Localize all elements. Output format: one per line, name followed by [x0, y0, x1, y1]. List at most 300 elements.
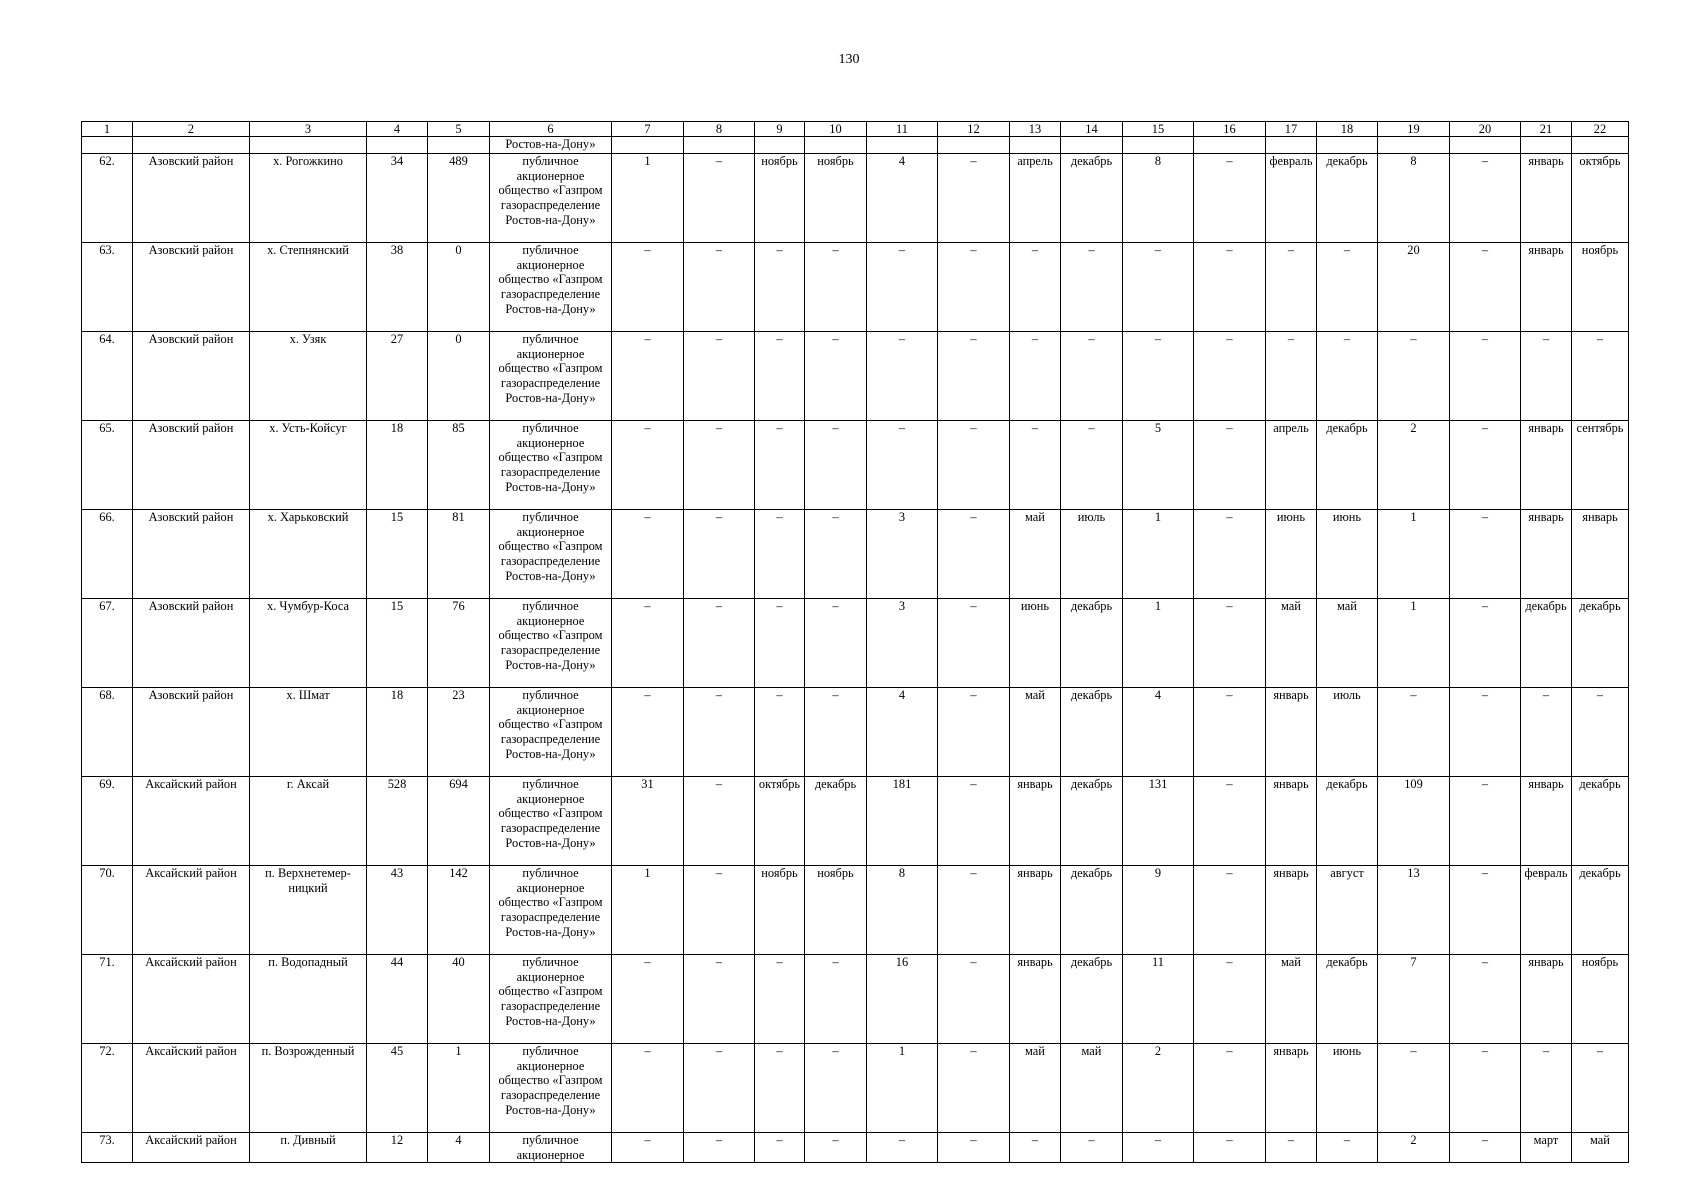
- table-cell-col-11: –: [867, 1133, 938, 1163]
- table-cell-col-5: 489: [428, 154, 490, 243]
- table-cell-col-7: 1: [612, 154, 684, 243]
- table-cell-col-22: сентябрь: [1572, 421, 1629, 510]
- column-number-20: 20: [1450, 122, 1521, 137]
- table-cell-col-13: –: [1010, 243, 1061, 332]
- table-cell-col-8: –: [684, 955, 755, 1044]
- table-cell-col-7: –: [612, 688, 684, 777]
- table-cell-col-13: май: [1010, 1044, 1061, 1133]
- table-cell-col-12: –: [938, 421, 1010, 510]
- table-cell-col-7: –: [612, 332, 684, 421]
- table-cell-col-4: 18: [367, 688, 428, 777]
- table-cell-col-22: май: [1572, 1133, 1629, 1163]
- table-cell-col-9: –: [755, 599, 805, 688]
- table-cell-col-20: –: [1450, 688, 1521, 777]
- table-cell-col-3: п. Верхнетемер-ницкий: [250, 866, 367, 955]
- column-number-3: 3: [250, 122, 367, 137]
- table-cell-col-5: 23: [428, 688, 490, 777]
- table-cell-col-6: публичное акционерное общество «Газпром газораспределение Ростов-на-Дону»: [490, 1044, 612, 1133]
- table-cell-col-17: апрель: [1266, 421, 1317, 510]
- table-cell-col-18: июнь: [1317, 510, 1378, 599]
- table-cell-col-7: 1: [612, 866, 684, 955]
- table-cell-col-22: ноябрь: [1572, 955, 1629, 1044]
- table-row: [82, 1133, 1629, 1163]
- table-cell-col-3: х. Узяк: [250, 332, 367, 421]
- table-cell-col-8: –: [684, 777, 755, 866]
- table-row: [82, 243, 1629, 332]
- table-cell-col-16: –: [1194, 777, 1266, 866]
- table-cell-col-6: публичное акционерное общество «Газпром газораспределение Ростов-на-Дону»: [490, 332, 612, 421]
- table-cell-col-2: Азовский район: [133, 332, 250, 421]
- table-cell-col-7: –: [612, 243, 684, 332]
- column-number-17: 17: [1266, 122, 1317, 137]
- table-cell-col-4: 38: [367, 243, 428, 332]
- table-cell-col-15: 5: [1123, 421, 1194, 510]
- table-row: [82, 688, 1629, 777]
- table-row: [82, 421, 1629, 510]
- table-cell-col-20: –: [1450, 866, 1521, 955]
- table-row: [82, 599, 1629, 688]
- table-cell-col-9: –: [755, 1044, 805, 1133]
- table-cell-col-18: декабрь: [1317, 955, 1378, 1044]
- table-cell-col-13: –: [1010, 332, 1061, 421]
- table-cell-col-22: октябрь: [1572, 154, 1629, 243]
- table-cell-col-10: –: [805, 332, 867, 421]
- table-cell-col-1: 63.: [82, 243, 133, 332]
- table-cell-col-13: январь: [1010, 955, 1061, 1044]
- table-cell-col-12: –: [938, 154, 1010, 243]
- column-number-16: 16: [1194, 122, 1266, 137]
- table-cell-col-18: декабрь: [1317, 154, 1378, 243]
- table-cell-col-18: –: [1317, 243, 1378, 332]
- table-cell-col-1: 69.: [82, 777, 133, 866]
- table-cell-col-2: Аксайский район: [133, 1044, 250, 1133]
- column-number-7: 7: [612, 122, 684, 137]
- continuation-cell: [428, 137, 490, 154]
- table-cell-col-3: г. Аксай: [250, 777, 367, 866]
- continuation-cell: [1450, 137, 1521, 154]
- table-cell-col-8: –: [684, 688, 755, 777]
- table-cell-col-3: х. Усть-Койсуг: [250, 421, 367, 510]
- table-cell-col-21: –: [1521, 332, 1572, 421]
- table-cell-col-14: декабрь: [1061, 154, 1123, 243]
- table-cell-col-2: Азовский район: [133, 421, 250, 510]
- table-cell-col-9: –: [755, 243, 805, 332]
- table-cell-col-19: 1: [1378, 599, 1450, 688]
- table-row: [82, 777, 1629, 866]
- table-cell-col-2: Азовский район: [133, 599, 250, 688]
- table-cell-col-10: –: [805, 688, 867, 777]
- continuation-cell: [938, 137, 1010, 154]
- table-cell-col-17: –: [1266, 243, 1317, 332]
- table-cell-col-11: 8: [867, 866, 938, 955]
- table-cell-col-14: декабрь: [1061, 599, 1123, 688]
- table-cell-col-19: 8: [1378, 154, 1450, 243]
- table-cell-col-8: –: [684, 599, 755, 688]
- continuation-row: [82, 137, 1629, 154]
- table-cell-col-15: –: [1123, 243, 1194, 332]
- table-cell-col-16: –: [1194, 154, 1266, 243]
- table-cell-col-22: январь: [1572, 510, 1629, 599]
- table-cell-col-17: январь: [1266, 777, 1317, 866]
- table-cell-col-21: январь: [1521, 777, 1572, 866]
- table-cell-col-3: х. Шмат: [250, 688, 367, 777]
- table-cell-col-20: –: [1450, 1044, 1521, 1133]
- table-cell-col-15: 9: [1123, 866, 1194, 955]
- table-cell-col-12: –: [938, 1133, 1010, 1163]
- table-cell-col-6: публичное акционерное общество «Газпром газораспределение Ростов-на-Дону»: [490, 866, 612, 955]
- table-cell-col-6: публичное акционерное общество «Газпром газораспределение Ростов-на-Дону»: [490, 243, 612, 332]
- table-cell-col-22: –: [1572, 688, 1629, 777]
- continuation-cell: [1010, 137, 1061, 154]
- column-number-13: 13: [1010, 122, 1061, 137]
- table-cell-col-16: –: [1194, 688, 1266, 777]
- table-cell-col-14: декабрь: [1061, 777, 1123, 866]
- table-cell-col-18: июнь: [1317, 1044, 1378, 1133]
- continuation-cell: [250, 137, 367, 154]
- column-number-1: 1: [82, 122, 133, 137]
- table-cell-col-4: 12: [367, 1133, 428, 1163]
- table-cell-col-15: 8: [1123, 154, 1194, 243]
- table-cell-col-17: май: [1266, 955, 1317, 1044]
- continuation-cell: [805, 137, 867, 154]
- table-cell-col-11: 181: [867, 777, 938, 866]
- table-cell-col-17: февраль: [1266, 154, 1317, 243]
- table-cell-col-10: –: [805, 599, 867, 688]
- table-cell-col-16: –: [1194, 955, 1266, 1044]
- table-cell-col-11: –: [867, 243, 938, 332]
- table-cell-col-6: публичное акционерное общество «Газпром газораспределение Ростов-на-Дону»: [490, 599, 612, 688]
- table-cell-col-4: 18: [367, 421, 428, 510]
- table-cell-col-11: 4: [867, 154, 938, 243]
- table-cell-col-1: 66.: [82, 510, 133, 599]
- table-cell-col-10: –: [805, 510, 867, 599]
- table-cell-col-1: 71.: [82, 955, 133, 1044]
- table-cell-col-22: ноябрь: [1572, 243, 1629, 332]
- table-cell-col-18: май: [1317, 599, 1378, 688]
- table-cell-col-16: –: [1194, 1133, 1266, 1163]
- table-cell-col-22: декабрь: [1572, 866, 1629, 955]
- table-cell-col-11: 3: [867, 599, 938, 688]
- table-cell-col-6: публичное акционерное общество «Газпром газораспределение Ростов-на-Дону»: [490, 955, 612, 1044]
- table-cell-col-20: –: [1450, 955, 1521, 1044]
- column-number-18: 18: [1317, 122, 1378, 137]
- table-cell-col-11: 3: [867, 510, 938, 599]
- table-cell-col-17: июнь: [1266, 510, 1317, 599]
- continuation-cell: [1521, 137, 1572, 154]
- table-row: [82, 332, 1629, 421]
- continuation-cell: [1266, 137, 1317, 154]
- table-cell-col-11: –: [867, 421, 938, 510]
- table-cell-col-12: –: [938, 332, 1010, 421]
- table-cell-col-3: х. Степнянский: [250, 243, 367, 332]
- table-cell-col-21: –: [1521, 1044, 1572, 1133]
- continuation-cell: [1378, 137, 1450, 154]
- table-cell-col-12: –: [938, 599, 1010, 688]
- table-cell-col-10: декабрь: [805, 777, 867, 866]
- table-cell-col-14: декабрь: [1061, 955, 1123, 1044]
- table-cell-col-15: 1: [1123, 510, 1194, 599]
- table-cell-col-1: 68.: [82, 688, 133, 777]
- table-cell-col-8: –: [684, 1044, 755, 1133]
- table-cell-col-4: 45: [367, 1044, 428, 1133]
- table-cell-col-5: 81: [428, 510, 490, 599]
- table-cell-col-9: –: [755, 955, 805, 1044]
- table-cell-col-4: 15: [367, 510, 428, 599]
- table-cell-col-18: –: [1317, 1133, 1378, 1163]
- table-cell-col-17: январь: [1266, 688, 1317, 777]
- table-cell-col-8: –: [684, 243, 755, 332]
- table-cell-col-7: –: [612, 1044, 684, 1133]
- table-cell-col-9: –: [755, 510, 805, 599]
- table-cell-col-19: –: [1378, 1044, 1450, 1133]
- table-cell-col-17: май: [1266, 599, 1317, 688]
- table-cell-col-17: –: [1266, 332, 1317, 421]
- table-cell-col-9: ноябрь: [755, 154, 805, 243]
- table-cell-col-15: 4: [1123, 688, 1194, 777]
- table-cell-col-13: январь: [1010, 866, 1061, 955]
- table-cell-col-15: 1: [1123, 599, 1194, 688]
- table-cell-col-7: –: [612, 510, 684, 599]
- table-cell-col-16: –: [1194, 510, 1266, 599]
- table-cell-col-8: –: [684, 866, 755, 955]
- table-cell-col-17: январь: [1266, 1044, 1317, 1133]
- table-cell-col-14: декабрь: [1061, 866, 1123, 955]
- table-cell-col-10: –: [805, 955, 867, 1044]
- column-number-8: 8: [684, 122, 755, 137]
- table-cell-col-2: Азовский район: [133, 154, 250, 243]
- table-cell-col-11: 1: [867, 1044, 938, 1133]
- table-cell-col-10: –: [805, 1133, 867, 1163]
- column-number-6: 6: [490, 122, 612, 137]
- table-cell-col-10: –: [805, 1044, 867, 1133]
- table-cell-col-4: 43: [367, 866, 428, 955]
- table-cell-col-21: январь: [1521, 243, 1572, 332]
- table-cell-col-16: –: [1194, 866, 1266, 955]
- table-cell-col-11: 16: [867, 955, 938, 1044]
- table-cell-col-17: январь: [1266, 866, 1317, 955]
- table-cell-col-5: 0: [428, 332, 490, 421]
- continuation-cell: [367, 137, 428, 154]
- table-cell-col-3: п. Дивный: [250, 1133, 367, 1163]
- table-cell-col-1: 70.: [82, 866, 133, 955]
- table-cell-col-6: публичное акционерное общество «Газпром газораспределение Ростов-на-Дону»: [490, 154, 612, 243]
- table-cell-col-12: –: [938, 688, 1010, 777]
- gasification-schedule-table: [81, 121, 1629, 1163]
- table-row: [82, 154, 1629, 243]
- table-cell-col-8: –: [684, 332, 755, 421]
- table-cell-col-15: –: [1123, 1133, 1194, 1163]
- table-cell-col-1: 65.: [82, 421, 133, 510]
- continuation-cell: [684, 137, 755, 154]
- column-number-15: 15: [1123, 122, 1194, 137]
- column-number-9: 9: [755, 122, 805, 137]
- table-cell-col-4: 15: [367, 599, 428, 688]
- table-cell-col-8: –: [684, 154, 755, 243]
- table-cell-col-11: –: [867, 332, 938, 421]
- table-cell-col-9: ноябрь: [755, 866, 805, 955]
- table-cell-col-5: 40: [428, 955, 490, 1044]
- table-cell-col-20: –: [1450, 421, 1521, 510]
- column-number-4: 4: [367, 122, 428, 137]
- table-cell-col-13: май: [1010, 688, 1061, 777]
- table-cell-col-8: –: [684, 1133, 755, 1163]
- table-cell-col-3: п. Возрожденный: [250, 1044, 367, 1133]
- continuation-cell: [133, 137, 250, 154]
- table-cell-col-3: п. Водопадный: [250, 955, 367, 1044]
- table-cell-col-22: –: [1572, 332, 1629, 421]
- table-cell-col-13: –: [1010, 421, 1061, 510]
- table-cell-col-20: –: [1450, 154, 1521, 243]
- table-cell-col-22: –: [1572, 1044, 1629, 1133]
- table-cell-col-13: –: [1010, 1133, 1061, 1163]
- table-cell-col-5: 85: [428, 421, 490, 510]
- table-cell-col-15: 2: [1123, 1044, 1194, 1133]
- table-cell-col-12: –: [938, 243, 1010, 332]
- table-cell-col-4: 528: [367, 777, 428, 866]
- table-cell-col-19: 109: [1378, 777, 1450, 866]
- table-cell-col-3: х. Рогожкино: [250, 154, 367, 243]
- continuation-cell: [1061, 137, 1123, 154]
- table-cell-col-14: –: [1061, 421, 1123, 510]
- table-cell-col-6: публичное акционерное общество «Газпром газораспределение Ростов-на-Дону»: [490, 421, 612, 510]
- table-cell-col-19: –: [1378, 688, 1450, 777]
- table-cell-col-10: –: [805, 243, 867, 332]
- table-cell-col-2: Аксайский район: [133, 777, 250, 866]
- table-cell-col-10: –: [805, 421, 867, 510]
- table-cell-col-19: –: [1378, 332, 1450, 421]
- table-cell-col-9: –: [755, 332, 805, 421]
- table-cell-col-17: –: [1266, 1133, 1317, 1163]
- table-row: [82, 510, 1629, 599]
- table-row: [82, 866, 1629, 955]
- table-cell-col-10: ноябрь: [805, 154, 867, 243]
- table-cell-col-20: –: [1450, 1133, 1521, 1163]
- table-cell-col-19: 13: [1378, 866, 1450, 955]
- table-cell-col-2: Аксайский район: [133, 1133, 250, 1163]
- table-cell-col-14: –: [1061, 332, 1123, 421]
- table-cell-col-22: декабрь: [1572, 599, 1629, 688]
- table-cell-col-19: 2: [1378, 1133, 1450, 1163]
- table-cell-col-20: –: [1450, 777, 1521, 866]
- table-cell-col-13: апрель: [1010, 154, 1061, 243]
- table-cell-col-14: –: [1061, 1133, 1123, 1163]
- table-cell-col-20: –: [1450, 332, 1521, 421]
- table-cell-col-1: 67.: [82, 599, 133, 688]
- table-cell-col-13: май: [1010, 510, 1061, 599]
- table-cell-col-14: май: [1061, 1044, 1123, 1133]
- table-cell-col-18: август: [1317, 866, 1378, 955]
- column-number-11: 11: [867, 122, 938, 137]
- continuation-cell: [1123, 137, 1194, 154]
- table-cell-col-7: –: [612, 421, 684, 510]
- table-cell-col-21: март: [1521, 1133, 1572, 1163]
- column-number-14: 14: [1061, 122, 1123, 137]
- table-cell-col-2: Азовский район: [133, 510, 250, 599]
- continuation-cell: [755, 137, 805, 154]
- table-cell-col-8: –: [684, 421, 755, 510]
- table-cell-col-15: –: [1123, 332, 1194, 421]
- table-cell-col-9: –: [755, 688, 805, 777]
- column-number-21: 21: [1521, 122, 1572, 137]
- table-cell-col-5: 76: [428, 599, 490, 688]
- table-cell-col-21: –: [1521, 688, 1572, 777]
- table-cell-col-21: январь: [1521, 154, 1572, 243]
- table-cell-col-6: публичное акционерное общество «Газпром газораспределение Ростов-на-Дону»: [490, 510, 612, 599]
- table-cell-col-16: –: [1194, 332, 1266, 421]
- table-cell-col-5: 142: [428, 866, 490, 955]
- table-cell-col-19: 2: [1378, 421, 1450, 510]
- table-cell-col-1: 72.: [82, 1044, 133, 1133]
- table-cell-col-14: июль: [1061, 510, 1123, 599]
- table-cell-col-13: январь: [1010, 777, 1061, 866]
- table-cell-col-1: 64.: [82, 332, 133, 421]
- table-cell-col-7: 31: [612, 777, 684, 866]
- continuation-cell: Ростов-на-Дону»: [490, 137, 612, 154]
- table-cell-col-12: –: [938, 955, 1010, 1044]
- continuation-cell: [1572, 137, 1629, 154]
- table-cell-col-15: 131: [1123, 777, 1194, 866]
- table-cell-col-3: х. Чумбур-Коса: [250, 599, 367, 688]
- table-cell-col-11: 4: [867, 688, 938, 777]
- table-cell-col-19: 20: [1378, 243, 1450, 332]
- table-cell-col-1: 73.: [82, 1133, 133, 1163]
- table-cell-col-21: декабрь: [1521, 599, 1572, 688]
- table-cell-col-9: –: [755, 421, 805, 510]
- table-cell-col-2: Аксайский район: [133, 955, 250, 1044]
- continuation-cell: [1317, 137, 1378, 154]
- table-cell-col-16: –: [1194, 243, 1266, 332]
- table-cell-col-2: Азовский район: [133, 688, 250, 777]
- table-cell-col-2: Аксайский район: [133, 866, 250, 955]
- table-cell-col-12: –: [938, 1044, 1010, 1133]
- table-cell-col-21: январь: [1521, 510, 1572, 599]
- table-cell-col-21: январь: [1521, 421, 1572, 510]
- column-number-2: 2: [133, 122, 250, 137]
- table-cell-col-20: –: [1450, 599, 1521, 688]
- table-cell-col-18: декабрь: [1317, 421, 1378, 510]
- table-cell-col-4: 34: [367, 154, 428, 243]
- column-number-10: 10: [805, 122, 867, 137]
- table-cell-col-4: 27: [367, 332, 428, 421]
- table-cell-col-12: –: [938, 510, 1010, 599]
- table-cell-col-16: –: [1194, 1044, 1266, 1133]
- table-row: [82, 955, 1629, 1044]
- table-cell-col-7: –: [612, 1133, 684, 1163]
- table-cell-col-16: –: [1194, 599, 1266, 688]
- table-cell-col-4: 44: [367, 955, 428, 1044]
- table-cell-col-7: –: [612, 955, 684, 1044]
- column-number-12: 12: [938, 122, 1010, 137]
- table-cell-col-10: ноябрь: [805, 866, 867, 955]
- continuation-cell: [867, 137, 938, 154]
- table-cell-col-9: –: [755, 1133, 805, 1163]
- table-cell-col-2: Азовский район: [133, 243, 250, 332]
- continuation-cell: [612, 137, 684, 154]
- table-cell-col-5: 0: [428, 243, 490, 332]
- table-cell-col-13: июнь: [1010, 599, 1061, 688]
- table-cell-col-20: –: [1450, 510, 1521, 599]
- continuation-cell: [82, 137, 133, 154]
- table-cell-col-18: –: [1317, 332, 1378, 421]
- column-number-row: [82, 122, 1629, 137]
- table-cell-col-14: –: [1061, 243, 1123, 332]
- table-cell-col-16: –: [1194, 421, 1266, 510]
- table-cell-col-6: публичное акционерное: [490, 1133, 612, 1163]
- table-cell-col-19: 1: [1378, 510, 1450, 599]
- table-cell-col-6: публичное акционерное общество «Газпром газораспределение Ростов-на-Дону»: [490, 688, 612, 777]
- table-cell-col-18: июль: [1317, 688, 1378, 777]
- table-cell-col-6: публичное акционерное общество «Газпром газораспределение Ростов-на-Дону»: [490, 777, 612, 866]
